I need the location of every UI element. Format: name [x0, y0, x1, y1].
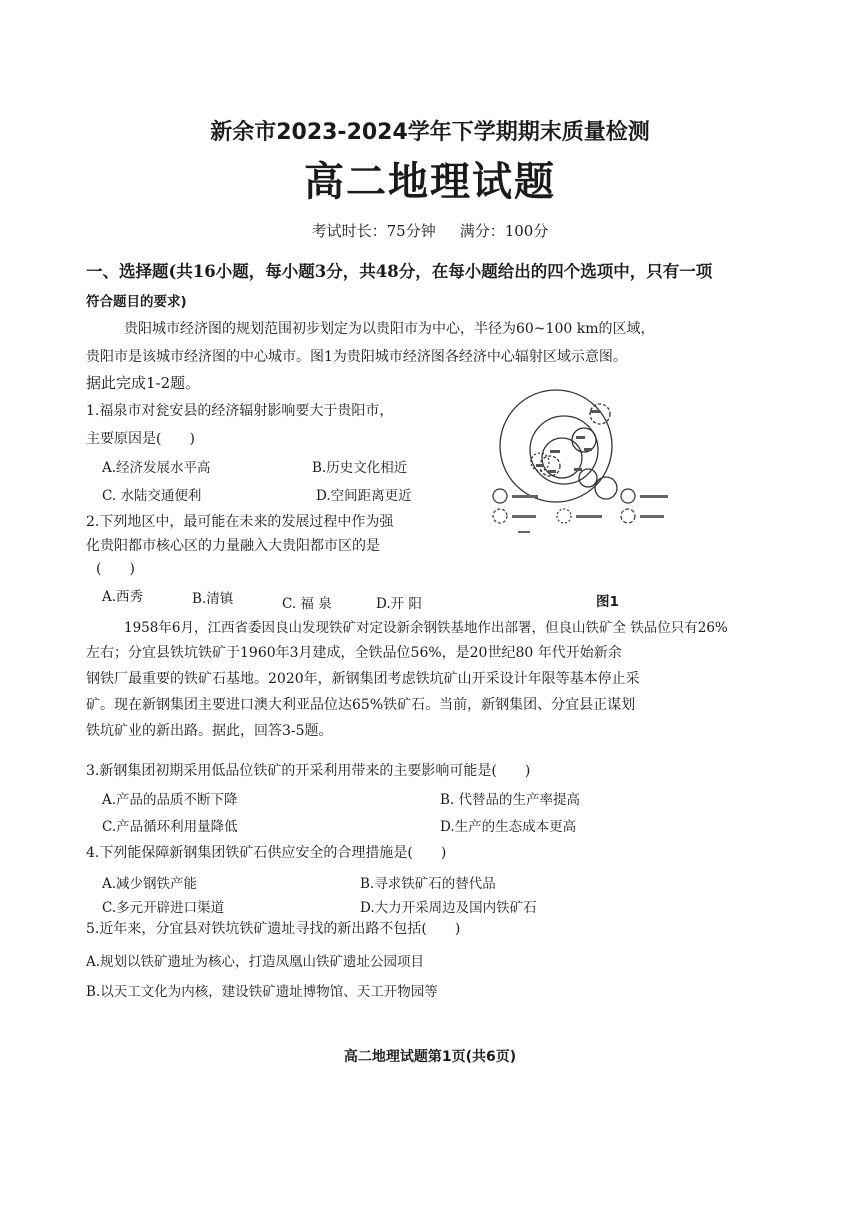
q2-stem-line1: 2.下列地区中，最可能在未来的发展过程中作为强 — [86, 514, 394, 530]
exam-meta — [0, 220, 860, 241]
passage1-line3: 据此完成1-2题。 — [86, 374, 201, 392]
q4-option-a: A.减少钢铁产能 — [102, 876, 198, 892]
exam-score: 满分：100分 — [459, 222, 549, 240]
section-heading-cont: 符合题目的要求) — [86, 294, 187, 310]
q1-stem-line1: 1.福泉市对瓮安县的经济辐射影响要大于贵阳市， — [86, 403, 394, 419]
passage2-line4: 矿。现在新钢集团主要进口澳大利亚品位达65%铁矿石。当前，新钢集团、分宜县正谋划 — [86, 697, 636, 713]
passage2-line1: 1958年6月，江西省委因良山发现铁矿对定设新余钢铁基地作出部署，但良山铁矿全 铁品位只有26% — [124, 620, 728, 636]
passage2-line5: 铁坑矿业的新出路。据此，回答3-5题。 — [86, 723, 333, 739]
q3-option-d: D.生产的生态成本更高 — [440, 819, 577, 835]
q2-option-c: C. 福 泉 — [282, 596, 332, 612]
section-heading: 一、选择题(共16小题，每小题3分，共48分，在每小题给出的四个选项中，只有一项 — [86, 262, 713, 281]
q1-option-b: B.历史文化相近 — [312, 460, 408, 476]
q5-option-b: B.以天工文化为内核，建设铁矿遗址博物馆、天工开物园等 — [86, 984, 438, 1000]
q4-option-d: D.大力开采周边及国内铁矿石 — [360, 900, 537, 916]
passage2-line2: 左右；分宜县铁坑铁矿于1960年3月建成，全铁品位56%，是20世纪80 年代开始新余 — [86, 645, 622, 661]
q4-option-b: B.寻求铁矿石的替代品 — [360, 876, 496, 892]
q1-option-a: A.经济发展水平高 — [102, 460, 211, 476]
q3-option-c: C.产品循环利用量降低 — [102, 819, 238, 835]
q5-stem: 5.近年来，分宜县对铁坑铁矿遗址寻找的新出路不包括( ) — [86, 921, 461, 937]
q4-option-c: C.多元开辟进口渠道 — [102, 900, 225, 916]
q2-stem-line2: 化贵阳都市核心区的力量融入大贵阳都市区的是 — [86, 538, 380, 554]
passage2-line3: 钢铁厂最重要的铁矿石基地。2020年，新钢集团考虑铁坑矿山开采设计年限等基本停止采 — [86, 671, 640, 687]
q2-option-a: A.西秀 — [102, 589, 144, 605]
exam-subtitle: 新余市2023-2024学年下学期期末质量检测 — [210, 120, 650, 145]
q2-option-d: D.开 阳 — [376, 596, 422, 612]
passage1-line1: 贵阳城市经济图的规划范围初步划定为以贵阳市为中心，半径为60~100 km的区域， — [124, 321, 655, 337]
q2-option-b: B.清镇 — [192, 591, 234, 607]
q1-option-c: C. 水陆交通便利 — [102, 488, 202, 504]
q5-option-a: A.规划以铁矿遗址为核心，打造凤凰山铁矿遗址公园项目 — [86, 954, 425, 970]
q3-option-a: A.产品的品质不断下降 — [102, 792, 238, 808]
q3-option-b: B. 代替品的生产率提高 — [440, 792, 581, 808]
exam-title: 高二地理试题 — [304, 159, 556, 205]
q2-stem-line3: ( ) — [96, 561, 135, 577]
page-footer: 高二地理试题第1页(共6页) — [343, 1049, 517, 1065]
exam-duration: 考试时长：75分钟 — [311, 222, 436, 240]
q1-option-d: D.空间距离更近 — [316, 488, 412, 504]
passage1-line2: 贵阳市是该城市经济图的中心城市。图1为贵阳城市经济图各经济中心辐射区域示意图。 — [86, 349, 627, 365]
radiation-zone-map-icon — [478, 388, 678, 538]
q3-stem: 3.新钢集团初期采用低品位铁矿的开采利用带来的主要影响可能是( ) — [86, 763, 531, 779]
q4-stem: 4.下列能保障新钢集团铁矿石供应安全的合理措施是( ) — [86, 845, 447, 861]
figure-caption: 图1 — [596, 594, 619, 610]
q1-stem-line2: 主要原因是( ) — [86, 431, 195, 447]
